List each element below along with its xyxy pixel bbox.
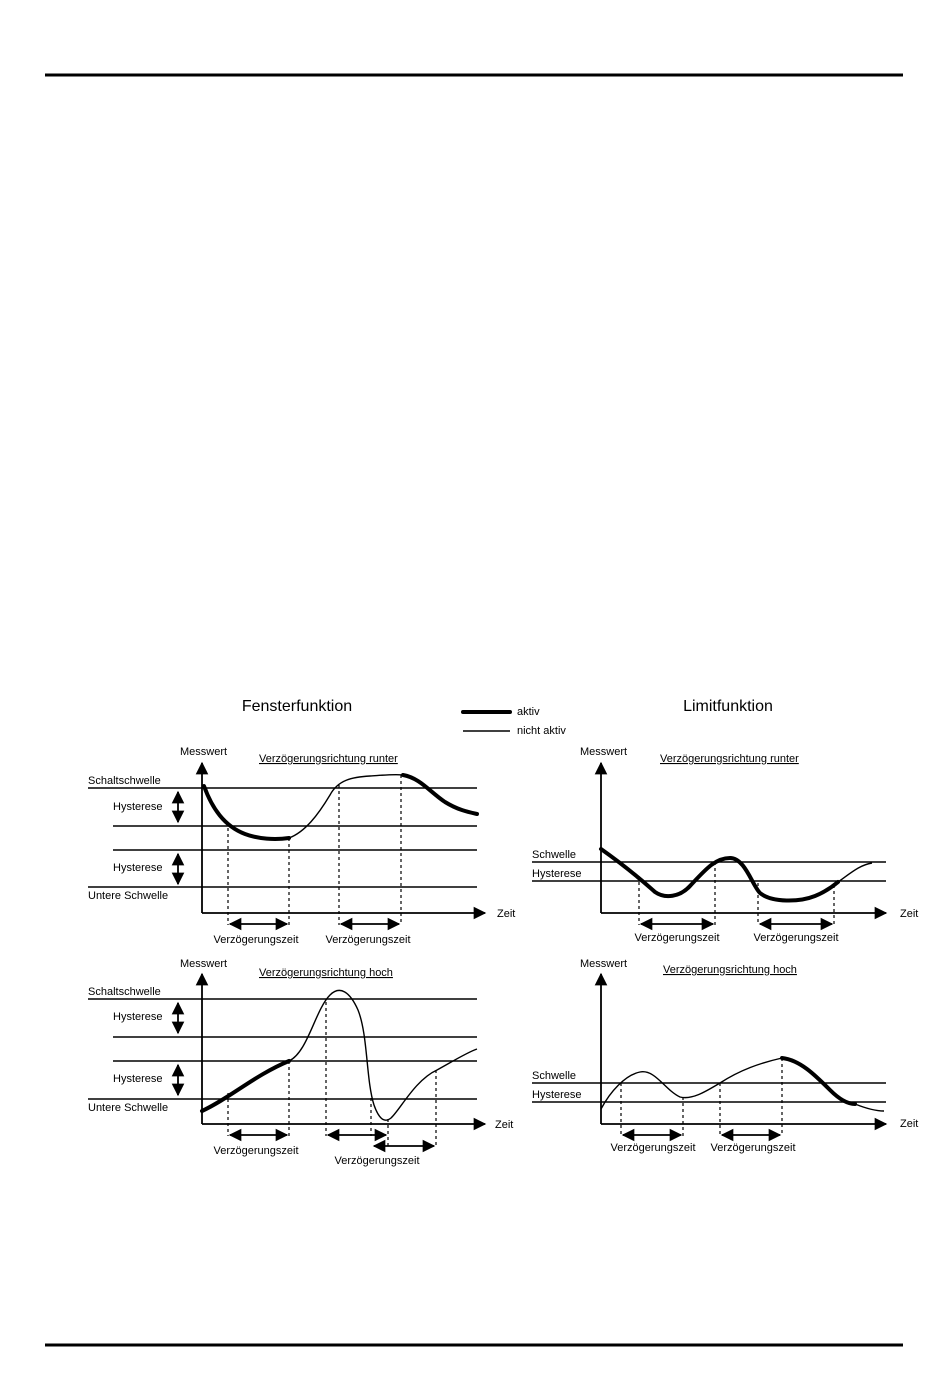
legend-inactive-label: nicht aktiv — [517, 725, 566, 737]
signal-active-segment — [782, 1058, 855, 1104]
left-title: Fensterfunktion — [241, 698, 353, 715]
upper-threshold-label: Schaltschwelle — [88, 986, 161, 998]
signal-active-segment-2 — [403, 775, 477, 814]
signal-active-segment — [601, 849, 838, 901]
hysteresis-label-1: Hysterese — [113, 801, 163, 813]
panel-limit-up — [532, 958, 918, 1154]
legend — [463, 706, 566, 737]
signal-inactive-tail — [855, 1104, 884, 1111]
panel-subtitle: Verzögerungsrichtung runter — [660, 753, 799, 765]
delay-label-2: Verzögerungszeit — [710, 1142, 796, 1154]
delay-label-1: Verzögerungszeit — [213, 934, 299, 946]
x-axis-label: Zeit — [497, 908, 516, 920]
hysteresis-label-1: Hysterese — [113, 1011, 163, 1023]
threshold-label: Schwelle — [532, 1070, 577, 1082]
delay-label-2: Verzögerungszeit — [753, 932, 839, 944]
panel-window-up — [88, 958, 513, 1167]
hysteresis-label-2: Hysterese — [113, 1073, 163, 1085]
threshold-label: Schwelle — [532, 849, 577, 861]
panel-limit-down — [532, 746, 918, 944]
delay-label-1: Verzögerungszeit — [634, 932, 720, 944]
hysteresis-label-2: Hysterese — [113, 862, 163, 874]
legend-active-label: aktiv — [517, 706, 540, 718]
lower-threshold-label: Untere Schwelle — [88, 890, 169, 902]
y-axis-label: Messwert — [180, 958, 228, 970]
signal-active-segment-1 — [202, 1061, 289, 1111]
y-axis-label: Messwert — [580, 746, 628, 758]
signal-inactive-segment — [289, 775, 403, 838]
delay-label-1: Verzögerungszeit — [610, 1142, 696, 1154]
x-axis-label: Zeit — [900, 1118, 919, 1130]
x-axis-label: Zeit — [495, 1119, 514, 1131]
delay-label-1: Verzögerungszeit — [213, 1145, 299, 1157]
delay-label-2: Verzögerungszeit — [325, 934, 411, 946]
hysteresis-label: Hysterese — [532, 1089, 582, 1101]
signal-inactive-segment — [289, 990, 477, 1120]
delay-label-2: Verzögerungszeit — [334, 1155, 420, 1167]
panel-subtitle: Verzögerungsrichtung runter — [259, 753, 398, 765]
signal-inactive-segment — [838, 863, 872, 882]
signal-active-segment-1 — [204, 786, 289, 839]
lower-threshold-label: Untere Schwelle — [88, 1102, 169, 1114]
panel-subtitle: Verzögerungsrichtung hoch — [259, 967, 393, 979]
panel-subtitle: Verzögerungsrichtung hoch — [663, 964, 797, 976]
y-axis-label: Messwert — [180, 746, 228, 758]
upper-threshold-label: Schaltschwelle — [88, 775, 161, 787]
y-axis-label: Messwert — [580, 958, 628, 970]
x-axis-label: Zeit — [900, 908, 919, 920]
hysteresis-label: Hysterese — [532, 868, 582, 880]
panel-window-down — [88, 746, 515, 946]
right-title: Limitfunktion — [683, 698, 773, 715]
